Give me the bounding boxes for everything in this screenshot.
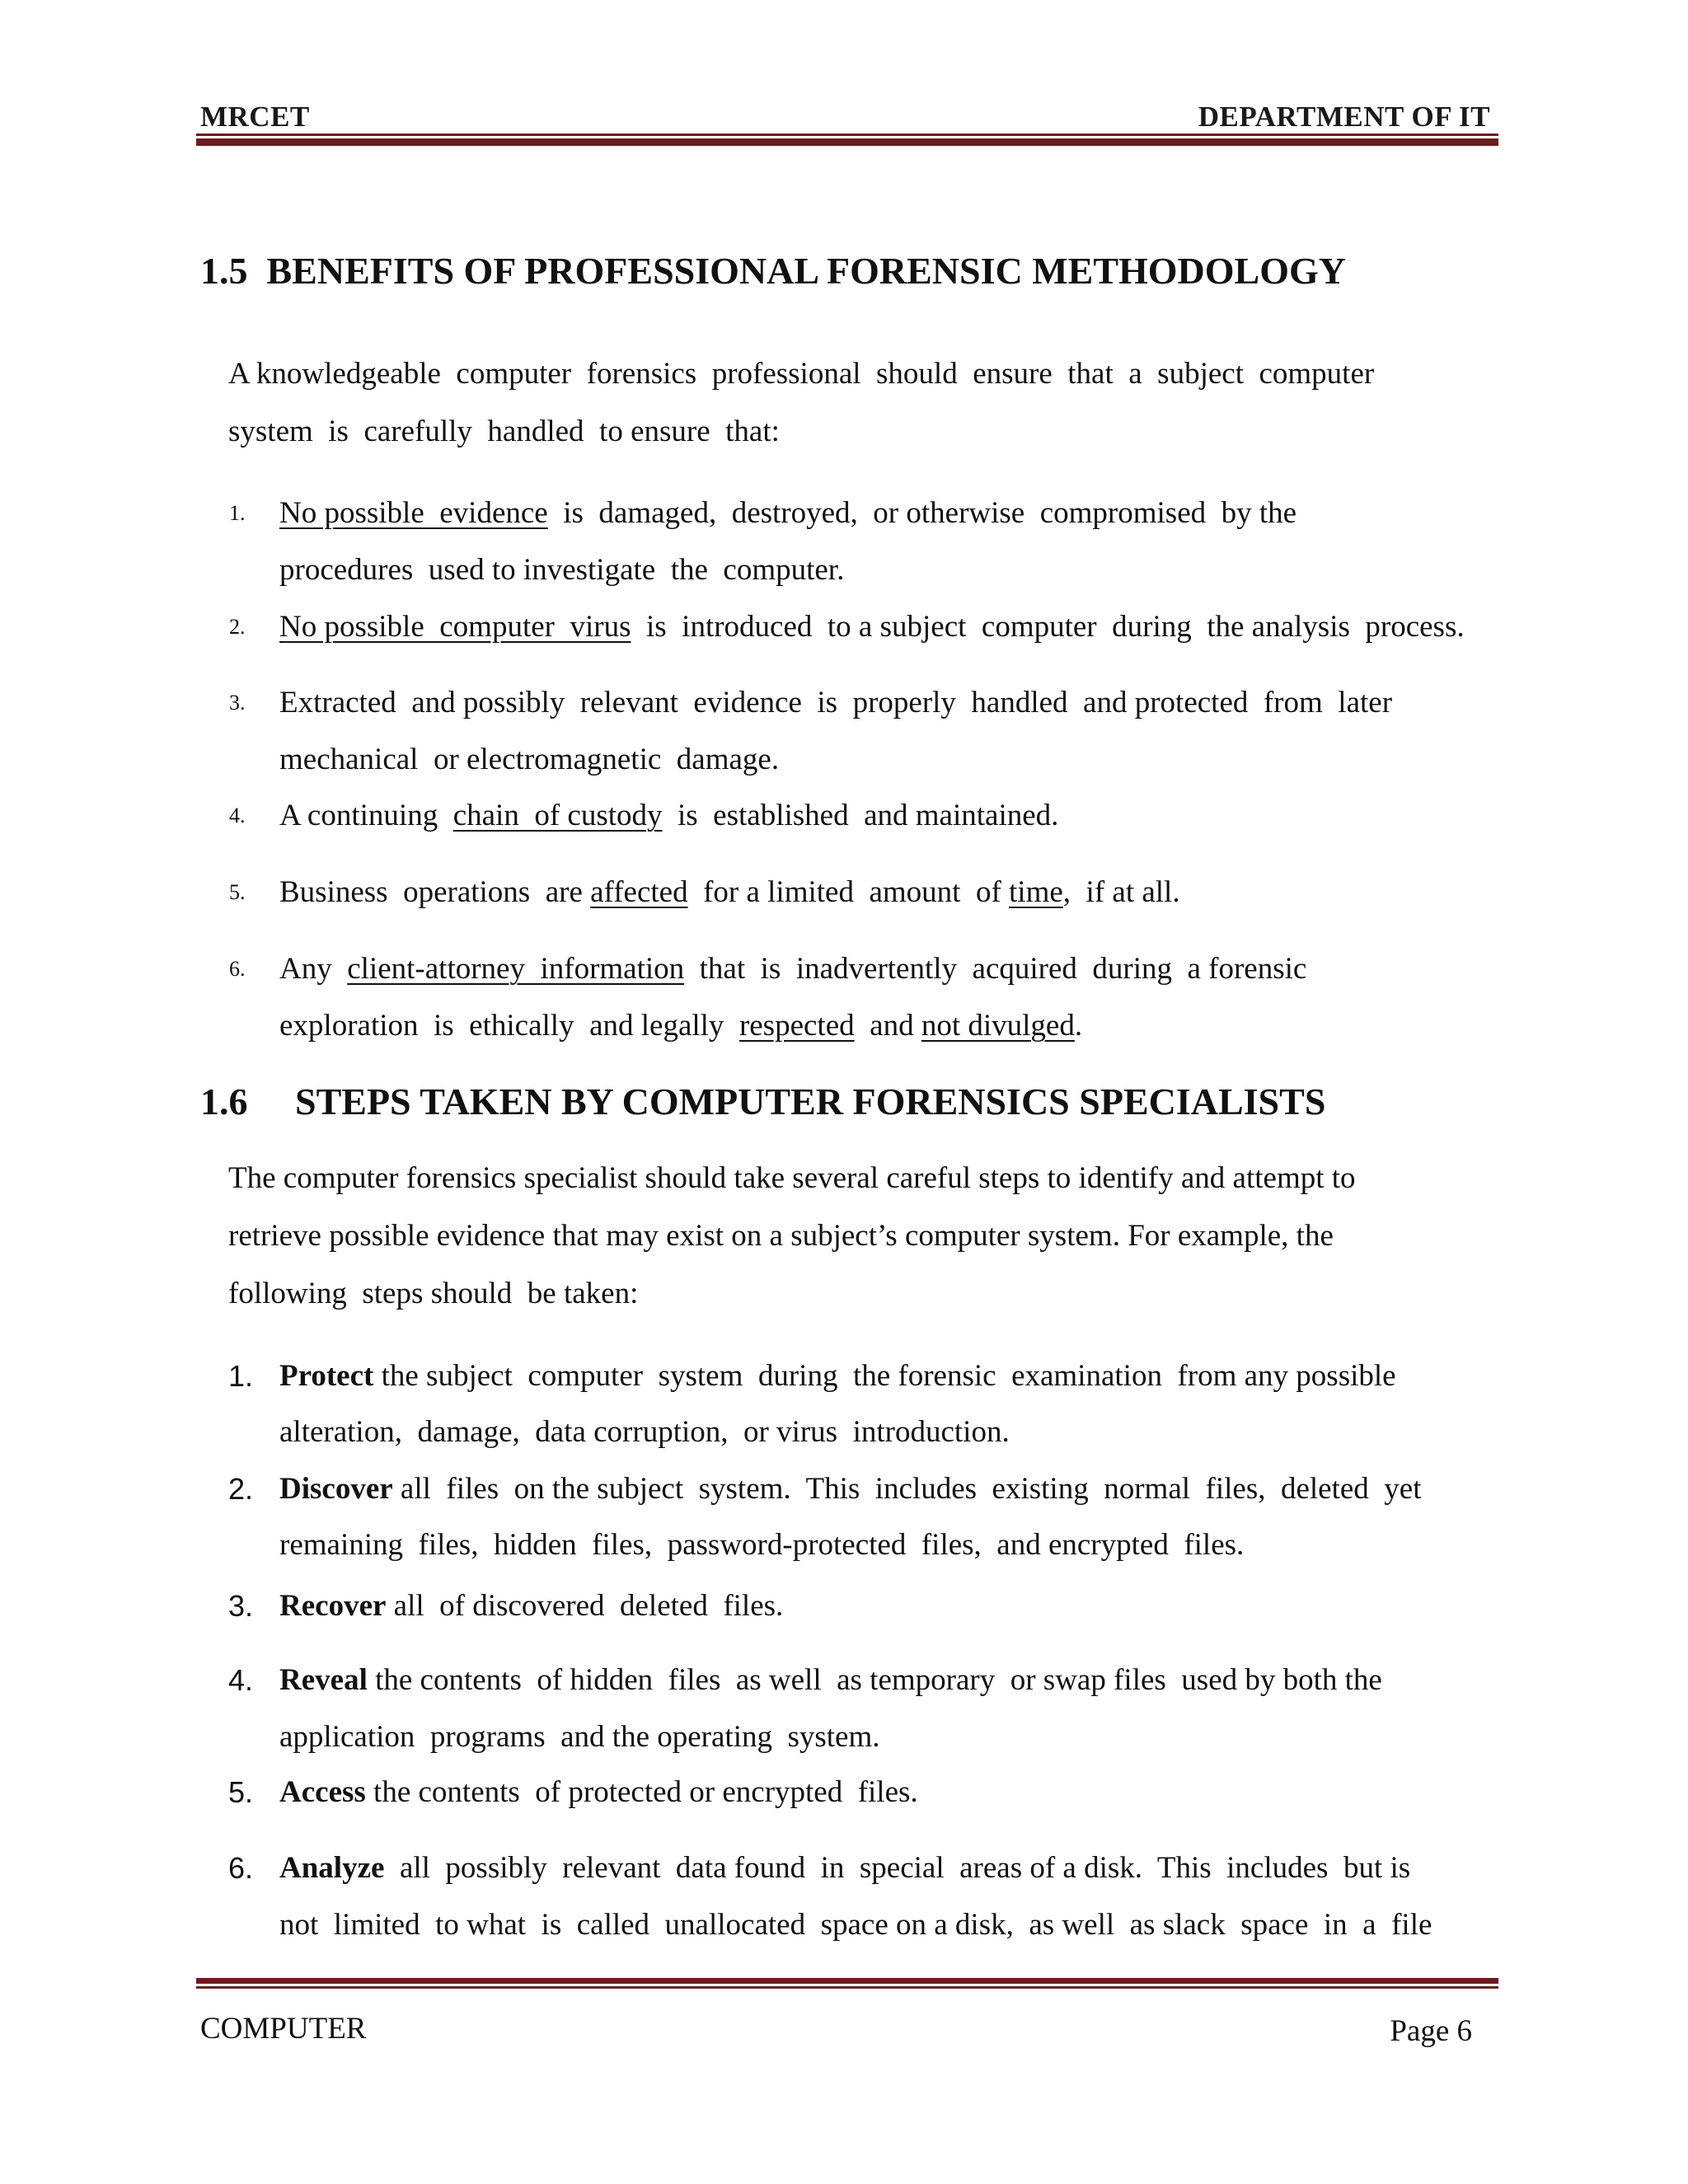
item-text: Extracted and possibly relevant evidence is properly handled and protected from later (279, 686, 1393, 719)
list-number: 6. (229, 957, 246, 981)
item-text: remaining files, hidden files, password-protected files, and encrypted files. (279, 1528, 1245, 1562)
list-number: 5. (229, 880, 246, 904)
item-text: . (1074, 1009, 1083, 1043)
intro-line: system is carefully handled to ensure that: (228, 415, 780, 448)
list-number: 4. (229, 804, 246, 827)
item-text: all files on the subject system. This includes existing normal files, deleted yet (392, 1472, 1422, 1506)
underlined-term: affected (590, 875, 688, 909)
step-keyword: Recover (279, 1589, 387, 1623)
item-text: the subject computer system during the forensic examination from any possible (373, 1359, 1396, 1393)
item-text: the contents of hidden files as well as temporary or swap files used by both the (367, 1663, 1382, 1697)
section-1-5-intro (228, 345, 1498, 461)
list-number: 5. (228, 1775, 254, 1809)
step-keyword: Reveal (279, 1663, 368, 1697)
underlined-term: respected (738, 1009, 855, 1043)
item-text: Business operations are (279, 875, 591, 909)
intro-line: following steps should be taken: (228, 1277, 639, 1310)
item-text: is damaged, destroyed, or otherwise compromised by the (547, 496, 1297, 530)
list-number: 4. (228, 1663, 254, 1697)
section-heading-1-6: 1.6 STEPS TAKEN BY COMPUTER FORENSICS SPECIALISTS (200, 1080, 1326, 1122)
item-text: alteration, damage, data corruption, or virus introduction. (279, 1415, 1010, 1449)
header-department: DEPARTMENT OF IT (1198, 101, 1490, 133)
item-text: procedures used to investigate the computer. (279, 553, 845, 587)
item-text: all possibly relevant data found in special areas of a disk. This includes but is (384, 1851, 1411, 1885)
list-number: 1. (229, 501, 246, 525)
item-text: not limited to what is called unallocated space on a disk, as well as slack space in a file (279, 1908, 1432, 1942)
footer-subject: COMPUTER (200, 2012, 367, 2046)
header-rule (196, 134, 1498, 146)
item-text: application programs and the operating system. (279, 1720, 880, 1754)
list-number: 1. (228, 1359, 254, 1393)
underlined-term: No possible computer virus (279, 610, 631, 644)
underlined-term: time (1009, 875, 1063, 909)
item-text: exploration is ethically and legally (279, 1009, 739, 1043)
intro-line: The computer forensics specialist should take several careful steps to identify and attempt to (228, 1161, 1356, 1195)
item-text: , if at all. (1062, 875, 1180, 909)
underlined-term: not divulged (921, 1009, 1075, 1043)
item-text: Any (279, 952, 348, 986)
intro-line: A knowledgeable computer forensics professional should ensure that a subject computer (228, 357, 1375, 391)
item-text: all of discovered deleted files. (386, 1589, 784, 1623)
item-text: and (854, 1009, 921, 1043)
footer-rule (196, 1978, 1498, 1989)
item-text: for a limited amount of (687, 875, 1010, 909)
list-number: 2. (228, 1472, 254, 1506)
item-text: A continuing (279, 799, 453, 832)
item-text: is established and maintained. (662, 799, 1059, 832)
list-number: 3. (229, 691, 246, 715)
item-text: mechanical or electromagnetic damage. (279, 743, 780, 776)
step-keyword: Discover (279, 1472, 393, 1506)
section-1-6-intro (228, 1150, 1498, 1323)
item-text: is introduced to a subject computer during the analysis process. (631, 610, 1465, 644)
step-keyword: Access (279, 1775, 366, 1809)
underlined-term: client-attorney information (347, 952, 685, 986)
underlined-term: chain of custody (452, 799, 663, 832)
page-number: Page 6 (1390, 2014, 1472, 2048)
underlined-term: No possible evidence (279, 496, 548, 530)
header-institution: MRCET (200, 101, 310, 133)
section-heading-1-5: 1.5 BENEFITS OF PROFESSIONAL FORENSIC METHODOLOGY (200, 250, 1347, 292)
step-keyword: Protect (279, 1359, 374, 1393)
list-number: 3. (228, 1589, 254, 1623)
item-text: the contents of protected or encrypted files. (365, 1775, 918, 1809)
list-number: 6. (228, 1851, 254, 1885)
list-number: 2. (229, 615, 246, 639)
item-text: that is inadvertently acquired during a forensic (684, 952, 1307, 986)
intro-line: retrieve possible evidence that may exist on a subject’s computer system. For example, the (228, 1219, 1334, 1253)
step-keyword: Analyze (279, 1851, 385, 1885)
